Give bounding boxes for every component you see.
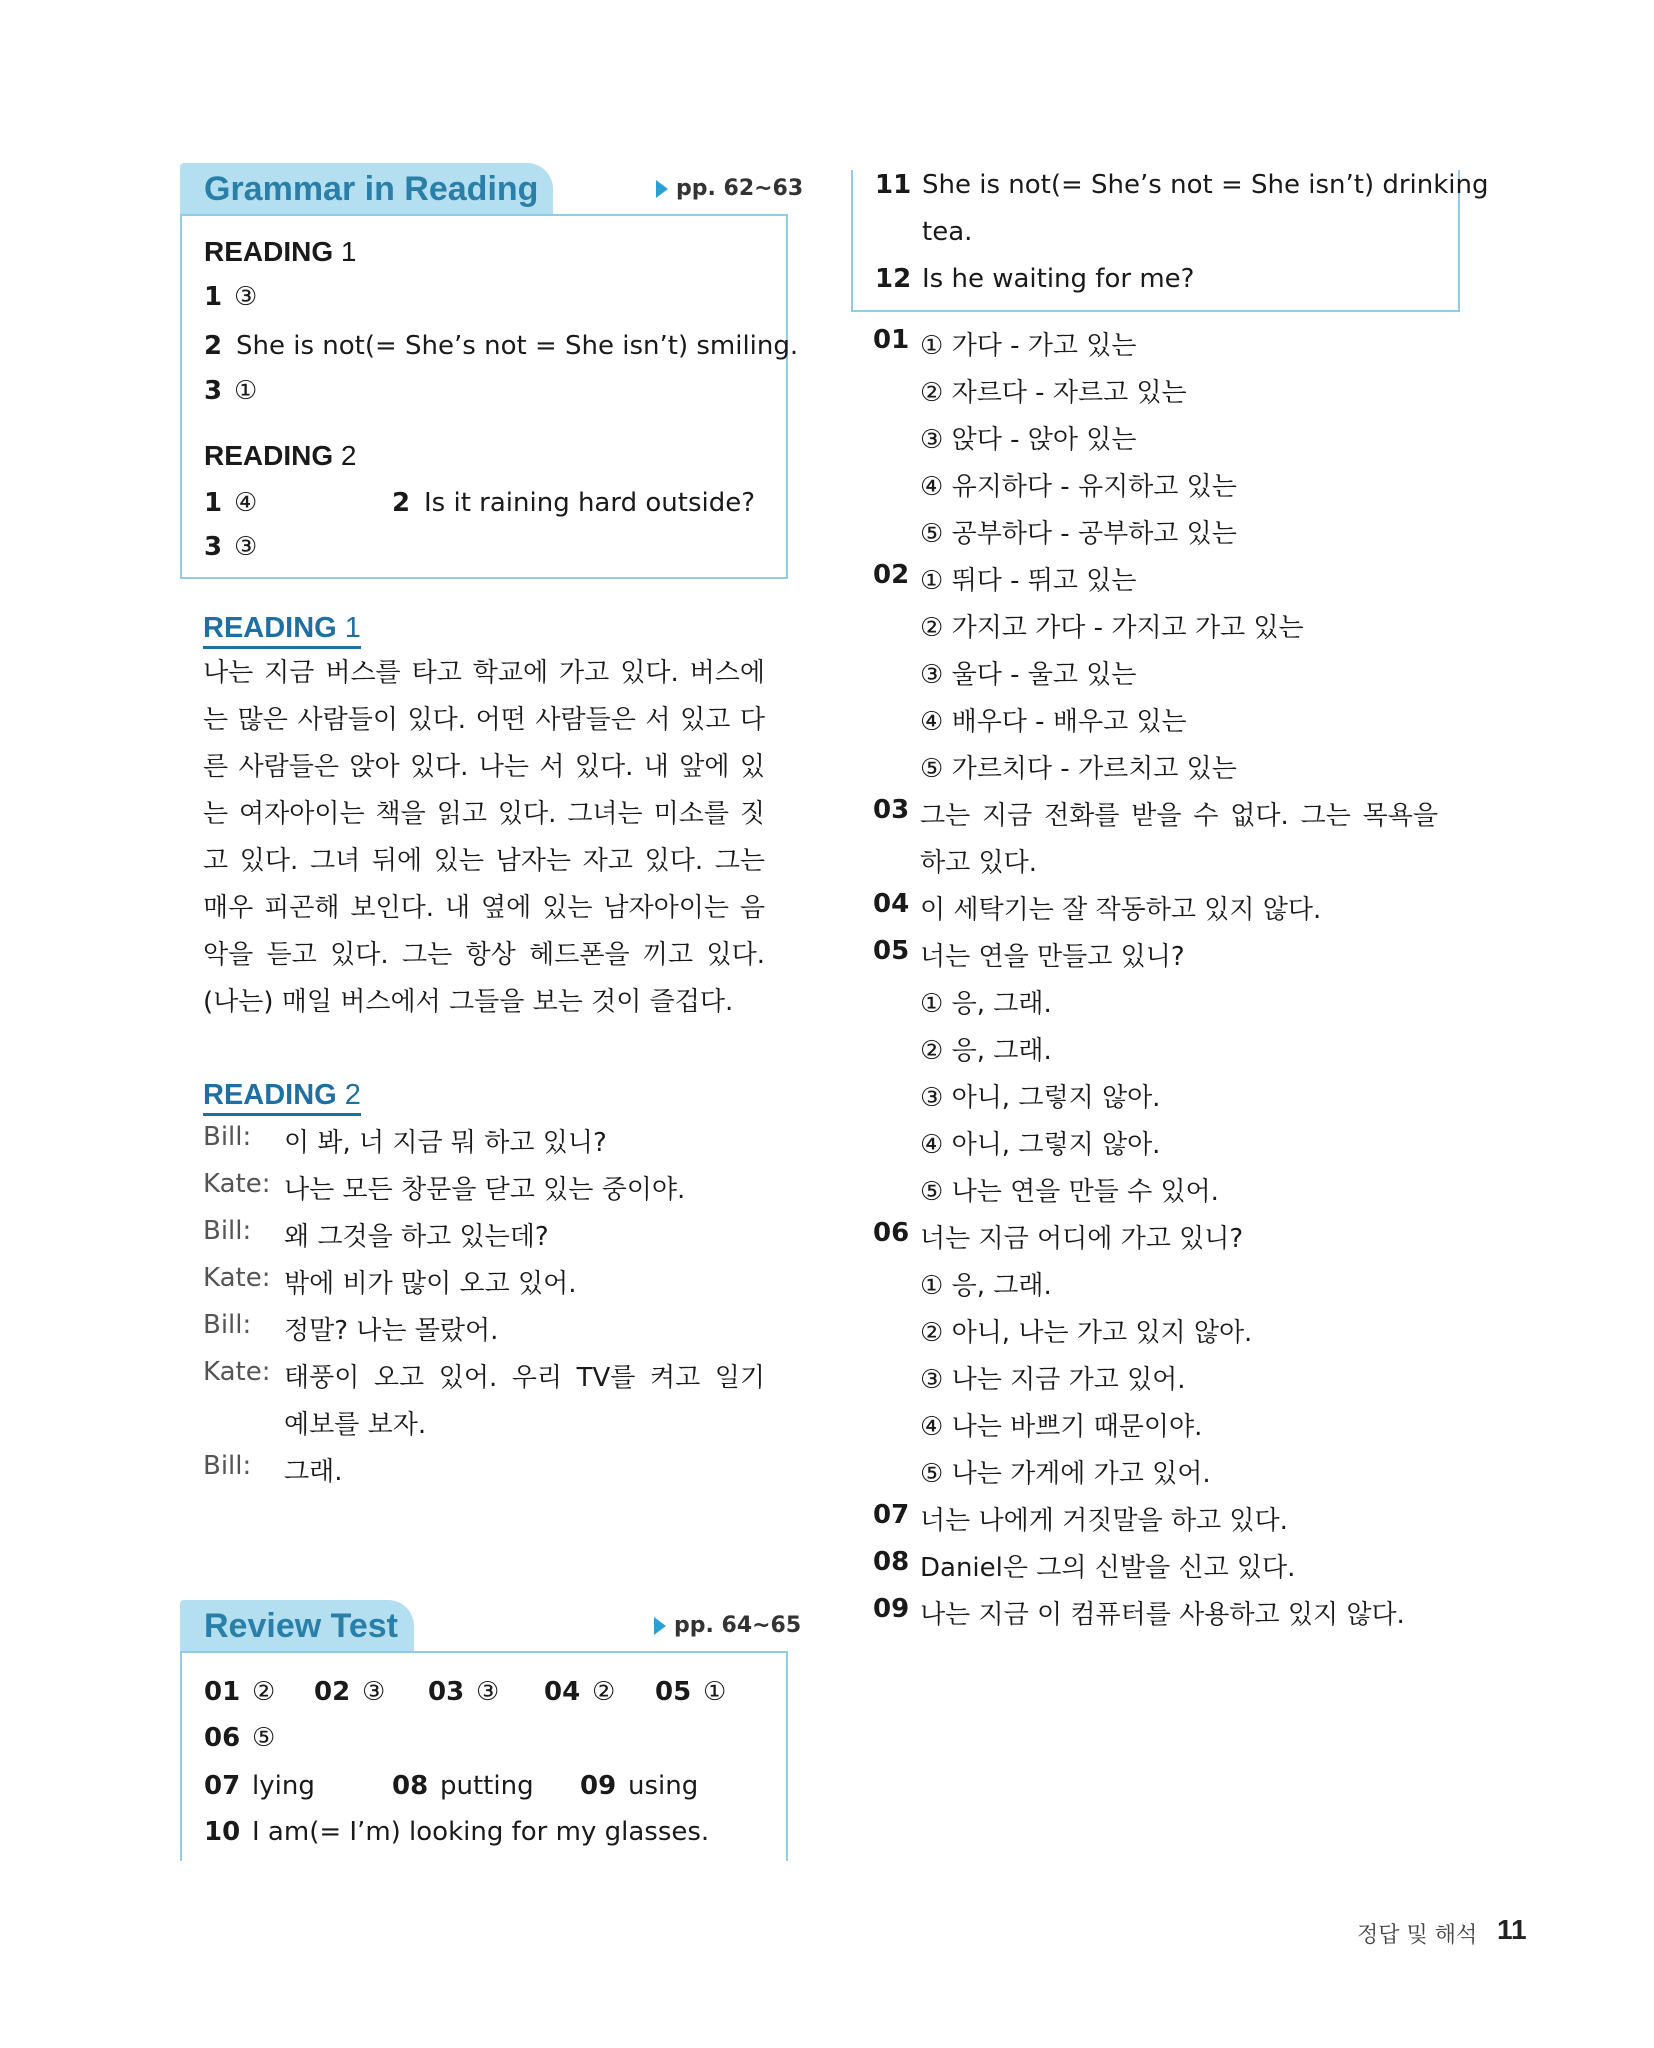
explanation-text: ① 응, 그래. [920, 989, 1052, 1019]
dialogue-speaker: Bill: [203, 1122, 252, 1152]
answer-number: 09 [580, 1771, 617, 1801]
explanation-text: Daniel은 그의 신발을 신고 있다. [920, 1553, 1296, 1583]
answer-number: 06 [204, 1723, 241, 1753]
answer-text: Is it raining hard outside? [424, 488, 756, 518]
answer-text: ① [703, 1677, 727, 1707]
explanation-text: ② 응, 그래. [920, 1036, 1052, 1066]
reading2-heading: READING 2 [204, 440, 357, 471]
explanation-text: ③ 울다 - 울고 있는 [920, 660, 1137, 690]
dialogue-speaker: Kate: [203, 1357, 271, 1387]
explanation-text: 너는 나에게 거짓말을 하고 있다. [920, 1506, 1288, 1536]
paragraph-line: (나는) 매일 버스에서 그들을 보는 것이 즐겁다. [203, 987, 734, 1017]
explanation-text: ④ 나는 바쁘기 때문이야. [920, 1412, 1203, 1442]
paragraph-line: 는 많은 사람들이 있다. 어떤 사람들은 서 있고 다 [203, 705, 765, 735]
explanation-text: 너는 연을 만들고 있니? [920, 942, 1185, 972]
explanation-text: 너는 지금 어디에 가고 있니? [920, 1224, 1244, 1254]
answer-number: 01 [204, 1677, 241, 1707]
explanation-text: ⑤ 공부하다 - 공부하고 있는 [920, 519, 1237, 549]
explanation-number: 05 [873, 936, 910, 966]
explanation-number: 02 [873, 560, 910, 590]
explanation-text: ① 뛰다 - 뛰고 있는 [920, 566, 1137, 596]
answer-text: ② [252, 1677, 276, 1707]
review-section-tab [180, 1600, 414, 1652]
answer-number: 1 [204, 282, 223, 312]
answer-text: ③ [362, 1677, 386, 1707]
paragraph-line: 매우 피곤해 보인다. 내 옆에 있는 남자아이는 음 [203, 893, 765, 923]
answer-number: 2 [204, 331, 223, 361]
answer-text: She is not(= She’s not = She isn’t) drinking [922, 170, 1489, 200]
explanation-text: ① 응, 그래. [920, 1271, 1052, 1301]
answer-text: ③ [234, 532, 258, 562]
reading1-translation [203, 650, 765, 1026]
review-page-ref [654, 1613, 801, 1638]
dialogue-speaker: Kate: [203, 1169, 271, 1199]
answer-text: ④ [234, 488, 258, 518]
explanation-number: 09 [873, 1594, 910, 1624]
answer-number: 04 [544, 1677, 581, 1707]
explanation-text: ⑤ 가르치다 - 가르치고 있는 [920, 754, 1237, 784]
dialogue-line: 이 봐, 너 지금 뭐 하고 있니? [284, 1128, 607, 1158]
answer-text: She is not(= She’s not = She isn’t) smiling. [236, 331, 799, 361]
answer-text: tea. [922, 217, 973, 247]
answer-number: 1 [204, 488, 223, 518]
review-answer-box [180, 1651, 788, 1861]
dialogue-speaker: Bill: [203, 1310, 252, 1340]
answer-number: 02 [314, 1677, 351, 1707]
answer-number: 08 [392, 1771, 429, 1801]
answer-text: I am(= I’m) looking for my glasses. [252, 1817, 710, 1847]
grammar-section-tab [180, 163, 553, 215]
answer-text: ② [592, 1677, 616, 1707]
paragraph-line: 악을 듣고 있다. 그는 항상 헤드폰을 끼고 있다. [203, 940, 765, 970]
answer-number: 3 [204, 376, 223, 406]
explanation-text: ③ 아니, 그렇지 않아. [920, 1083, 1161, 1113]
dialogue-line: 왜 그것을 하고 있는데? [284, 1222, 549, 1252]
reading1-heading: READING 1 [204, 236, 357, 267]
explanation-number: 01 [873, 325, 910, 355]
explanation-text: ⑤ 나는 가게에 가고 있어. [920, 1459, 1211, 1489]
review-answer-box-continued [851, 170, 1489, 312]
dialogue-line: 태풍이 오고 있어. 우리 TV를 켜고 일기 [284, 1363, 765, 1393]
explanation-text: ② 자르다 - 자르고 있는 [920, 378, 1187, 408]
explanation-text: ② 아니, 나는 가고 있지 않아. [920, 1318, 1253, 1348]
dialogue-speaker: Kate: [203, 1263, 271, 1293]
triangle-right-icon [654, 1617, 666, 1635]
explanation-text: ④ 배우다 - 배우고 있는 [920, 707, 1187, 737]
explanation-text: ① 가다 - 가고 있는 [920, 331, 1137, 361]
answer-number: 07 [204, 1771, 241, 1801]
grammar-section-title: Grammar in Reading [204, 169, 539, 208]
answer-number: 2 [392, 488, 411, 518]
dialogue-line: 예보를 보자. [284, 1410, 427, 1440]
explanation-number: 07 [873, 1500, 910, 1530]
explanation-number: 03 [873, 795, 910, 825]
grammar-page-ref [656, 176, 803, 201]
answer-number: 03 [428, 1677, 465, 1707]
review-section-title: Review Test [204, 1606, 399, 1645]
explanation-number: 06 [873, 1218, 910, 1248]
paragraph-line: 고 있다. 그녀 뒤에 있는 남자는 자고 있다. 그는 [203, 846, 765, 876]
explanation-text: 이 세탁기는 잘 작동하고 있지 않다. [920, 895, 1322, 925]
dialogue-line: 밖에 비가 많이 오고 있어. [284, 1269, 577, 1299]
answer-number: 3 [204, 532, 223, 562]
explanation-text: ④ 아니, 그렇지 않아. [920, 1130, 1161, 1160]
answer-text: ③ [234, 282, 258, 312]
answer-text: putting [440, 1771, 534, 1801]
explanation-text: ② 가지고 가다 - 가지고 가고 있는 [920, 613, 1304, 643]
explanation-number: 04 [873, 889, 910, 919]
answer-text: ① [234, 376, 258, 406]
answer-number: 10 [204, 1817, 241, 1847]
answer-number: 05 [655, 1677, 692, 1707]
reading1-title: READING 1 [203, 612, 361, 649]
answer-number: 12 [875, 264, 912, 294]
grammar-answer-box [180, 214, 799, 579]
answer-text: Is he waiting for me? [922, 264, 1195, 294]
dialogue-line: 정말? 나는 몰랐어. [284, 1316, 499, 1346]
review-pages: pp. 64~65 [674, 1613, 802, 1638]
paragraph-line: 나는 지금 버스를 타고 학교에 가고 있다. 버스에 [203, 658, 765, 688]
dialogue-speaker: Bill: [203, 1451, 252, 1481]
answer-text: lying [252, 1771, 315, 1801]
explanation-text: 나는 지금 이 컴퓨터를 사용하고 있지 않다. [920, 1600, 1405, 1630]
explanation-number: 08 [873, 1547, 910, 1577]
triangle-right-icon [656, 180, 668, 198]
dialogue-speaker: Bill: [203, 1216, 252, 1246]
answer-text: ⑤ [252, 1723, 276, 1753]
explanation-text: ④ 유지하다 - 유지하고 있는 [920, 472, 1237, 502]
footer-label: 정답 및 해석 [1357, 1923, 1478, 1948]
explanation-text: ③ 나는 지금 가고 있어. [920, 1365, 1186, 1395]
paragraph-line: 른 사람들은 앉아 있다. 나는 서 있다. 내 앞에 있 [203, 752, 765, 782]
grammar-pages: pp. 62~63 [676, 176, 804, 201]
dialogue-line: 그래. [284, 1457, 343, 1487]
explanation-text: 그는 지금 전화를 받을 수 없다. 그는 목욕을 [920, 801, 1438, 831]
answer-text: ③ [476, 1677, 500, 1707]
explanation-text: 하고 있다. [920, 848, 1037, 878]
reading2-title: READING 2 [203, 1079, 361, 1116]
answer-text: using [628, 1771, 699, 1801]
answer-number: 11 [875, 170, 912, 200]
page-number: 11 [1497, 1914, 1527, 1945]
dialogue-line: 나는 모든 창문을 닫고 있는 중이야. [284, 1175, 686, 1205]
paragraph-line: 는 여자아이는 책을 읽고 있다. 그녀는 미소를 짓 [203, 799, 765, 829]
explanation-text: ③ 앉다 - 앉아 있는 [920, 425, 1137, 455]
explanation-text: ⑤ 나는 연을 만들 수 있어. [920, 1177, 1219, 1207]
